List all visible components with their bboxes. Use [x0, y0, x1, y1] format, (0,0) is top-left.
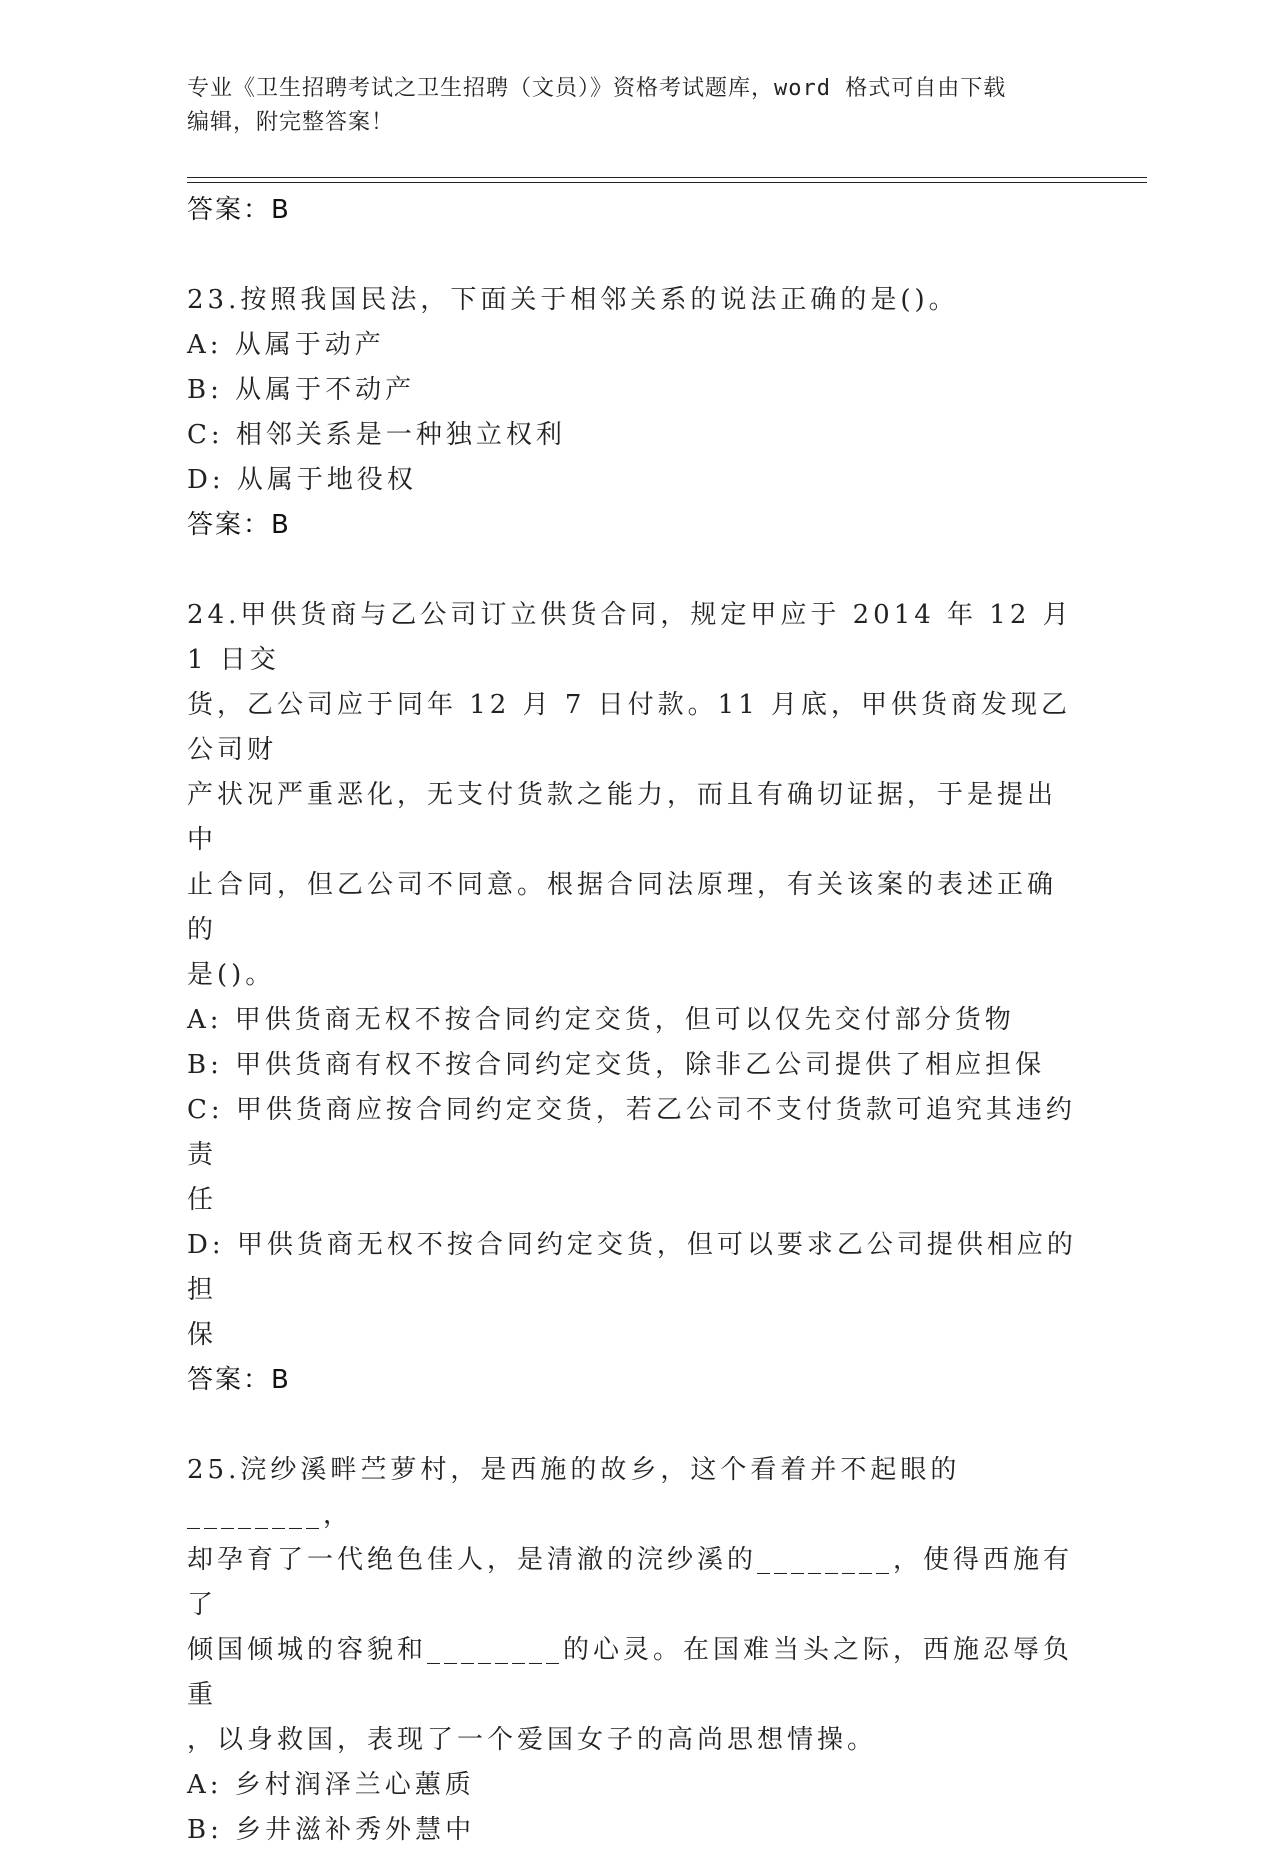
header-line-2: 编辑，附完整答案！: [187, 110, 395, 135]
question-25: [187, 1448, 1077, 1853]
question-stem-line: 止合同，但乙公司不同意。根据合同法原理，有关该案的表述正确的: [187, 870, 1058, 945]
question-stem-line: ，以身救国，表现了一个爱国女子的高尚思想情操。: [187, 1725, 878, 1755]
option-b: B: 从属于不动产: [187, 375, 416, 405]
question-stem-line: 货，乙公司应于同年 12 月 7 日付款。11 月底，甲供货商发现乙公司财: [187, 690, 1072, 765]
question-stem-line: 产状况严重恶化，无支付货款之能力，而且有确切证据，于是提出中: [187, 780, 1058, 855]
option-c-continued: 任: [187, 1185, 218, 1215]
option-d: D: 甲供货商无权不按合同约定交货，但可以要求乙公司提供相应的担: [187, 1230, 1077, 1305]
option-d-continued: 保: [187, 1320, 218, 1350]
option-b: B: 甲供货商有权不按合同约定交货，除非乙公司提供了相应担保: [187, 1050, 1046, 1080]
option-a: A: 甲供货商无权不按合同约定交货，但可以仅先交付部分货物: [187, 1005, 1015, 1035]
question-stem-line: 是()。: [187, 960, 276, 990]
spacer: [187, 1403, 1077, 1448]
question-stem-line: 24.甲供货商与乙公司订立供货合同，规定甲应于 2014 年 12 月 1 日交: [187, 600, 1085, 675]
document-header: [187, 72, 1087, 140]
option-a: A: 从属于动产: [187, 330, 385, 360]
question-24: [187, 593, 1085, 1403]
header-line-1: 专业《卫生招聘考试之卫生招聘（文员）》资格考试题库，word 格式可自由下载: [187, 76, 1007, 101]
option-c: C: 相邻关系是一种独立权利: [187, 420, 566, 450]
question-stem-line: 倾国倾城的容貌和________的心灵。在国难当头之际，西施忍辱负重: [187, 1635, 1074, 1710]
spacer: [187, 548, 1077, 593]
question-stem-line: 却孕育了一代绝色佳人，是清澈的浣纱溪的________，使得西施有了: [187, 1545, 1074, 1620]
header-divider-bottom: [187, 182, 1147, 183]
option-d: D: 从属于地役权: [187, 465, 417, 495]
option-b: B: 乡井滋补秀外慧中: [187, 1815, 476, 1845]
spacer: [187, 233, 1077, 278]
question-23: [187, 278, 1077, 548]
answer-line: 答案：B: [187, 1365, 291, 1395]
option-a: A: 乡村润泽兰心蕙质: [187, 1770, 475, 1800]
header-divider-top: [187, 177, 1147, 178]
answer-line: 答案：B: [187, 510, 291, 540]
option-c: C: 甲供货商应按合同约定交货，若乙公司不支付货款可追究其违约责: [187, 1095, 1076, 1170]
question-content: [187, 188, 1085, 1853]
previous-answer: 答案：B: [187, 195, 291, 225]
question-stem: 23.按照我国民法，下面关于相邻关系的说法正确的是()。: [187, 285, 959, 315]
question-stem-line: 25.浣纱溪畔苎萝村，是西施的故乡，这个看着并不起眼的________，: [187, 1455, 961, 1530]
